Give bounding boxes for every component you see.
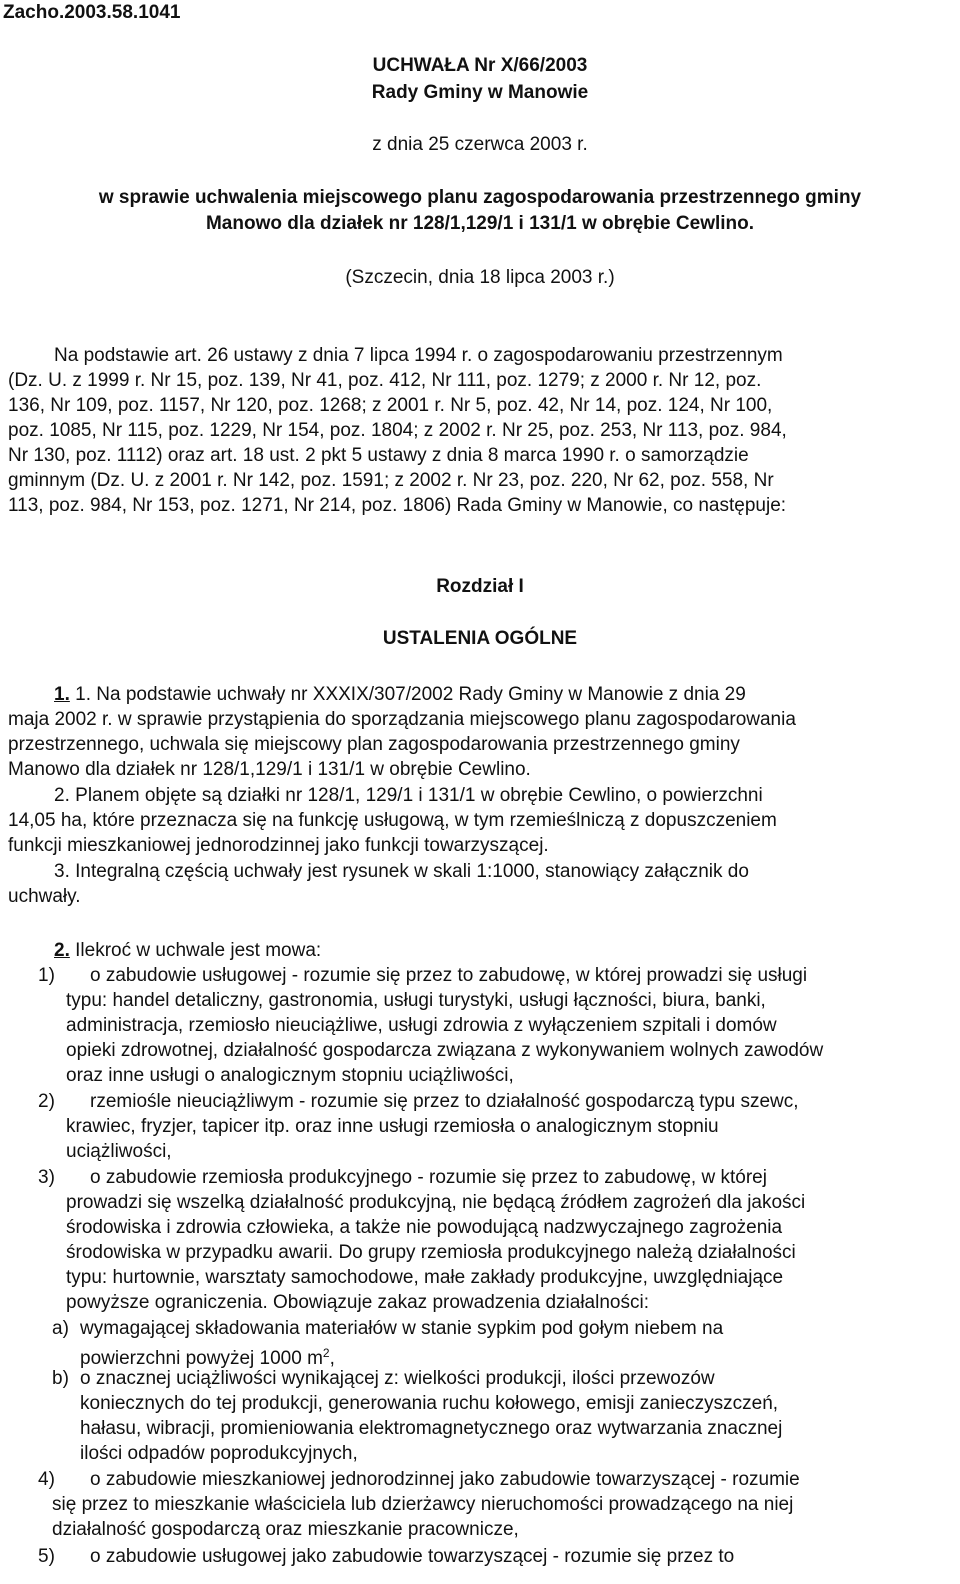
chapter-title: Rozdział I — [436, 576, 524, 597]
point-text: 14,05 ha, które przeznacza się na funkcję usługową, w tym rzemieślniczą z dopuszczeniem — [8, 810, 777, 831]
item-text: o zabudowie mieszkaniowej jednorodzinnej jako zabudowie towarzyszącej - rozumie — [90, 1469, 800, 1490]
preamble-line: 136, Nr 109, poz. 1157, Nr 120, poz. 1268; z 2001 r. Nr 5, poz. 42, Nr 14, poz. 124, Nr 100, — [8, 395, 773, 416]
preamble-line: Nr 130, poz. 1112) oraz art. 18 ust. 2 pkt 5 ustawy z dnia 8 marca 1990 r. o samorządzie — [8, 445, 749, 466]
point-text: Planem objęte są działki nr 128/1, 129/1 i 131/1 w obrębie Cewlino, o powierzchni — [75, 785, 763, 806]
preamble-line: poz. 1085, Nr 115, poz. 1229, Nr 154, poz. 1804; z 2002 r. Nr 25, poz. 253, Nr 113, poz. 984, — [8, 420, 787, 441]
resolution-title: UCHWAŁA Nr X/66/2003 — [372, 55, 588, 76]
item-number: 4) — [38, 1469, 55, 1490]
point-text: uchwały. — [8, 886, 81, 907]
subitem-text: o znacznej uciążliwości wynikającej z: wielkości produkcji, ilości przewozów — [80, 1368, 715, 1389]
section-number: 1. — [54, 684, 70, 705]
resolution-date: z dnia 25 czerwca 2003 r. — [372, 134, 588, 155]
item-text: rzemiośle nieuciążliwym - rozumie się przez to działalność gospodarczą typu szewc, — [90, 1091, 799, 1112]
section-number: 2. — [54, 940, 70, 961]
section-intro: Ilekroć w uchwale jest mowa: — [75, 940, 322, 961]
subitem-text: wymagającej składowania materiałów w stanie sypkim pod gołym niebem na — [80, 1318, 724, 1339]
council-name: Rady Gminy w Manowie — [371, 82, 589, 103]
point-text: maja 2002 r. w sprawie przystąpienia do sporządzania miejscowego planu zagospodarowania — [8, 709, 796, 730]
document-id: Zacho.2003.58.1041 — [3, 2, 181, 23]
preamble-line: 113, poz. 984, Nr 153, poz. 1271, Nr 214, poz. 1806) Rada Gminy w Manowie, co następuje: — [8, 495, 787, 516]
subitem-number: b) — [52, 1368, 69, 1389]
subitem-text: hałasu, wibracji, promieniowania elektromagnetycznego oraz wytwarzania znacznej — [80, 1418, 783, 1439]
item-text: administracja, rzemiosło nieuciążliwe, usługi zdrowia z wyłączeniem szpitali i domów — [66, 1015, 777, 1036]
subject-line-2: Manowo dla działek nr 128/1,129/1 i 131/1 w obrębie Cewlino. — [205, 213, 755, 234]
chapter-subtitle: USTALENIA OGÓLNE — [382, 628, 578, 649]
item-text: opieki zdrowotnej, działalność gospodarcza związana z wykonywaniem wolnych zawodów — [66, 1040, 824, 1061]
point-text: przestrzennego, uchwala się miejscowy plan zagospodarowania przestrzennego gminy — [8, 734, 740, 755]
subject-line-1: w sprawie uchwalenia miejscowego planu zagospodarowania przestrzennego gminy — [98, 187, 862, 208]
point-text: funkcji mieszkaniowej jednorodzinnej jako funkcji towarzyszącej. — [8, 835, 549, 856]
item-number: 3) — [38, 1167, 55, 1188]
item-text: typu: hurtownie, warsztaty samochodowe, małe zakłady produkcyjne, uwzględniające — [66, 1267, 784, 1288]
item-text: środowiska w przypadku awarii. Do grupy rzemiosła produkcyjnego należą działalności — [66, 1242, 796, 1263]
point-number: 3. — [54, 861, 70, 882]
point-number: 2. — [54, 785, 70, 806]
item-text: powyższe ograniczenia. Obowiązuje zakaz prowadzenia działalności: — [66, 1292, 649, 1313]
item-text: o zabudowie usługowej jako zabudowie towarzyszącej - rozumie się przez to — [90, 1546, 735, 1567]
item-number: 2) — [38, 1091, 55, 1112]
preamble-line: Na podstawie art. 26 ustawy z dnia 7 lipca 1994 r. o zagospodarowaniu przestrzennym — [54, 345, 783, 366]
item-text: typu: handel detaliczny, gastronomia, usługi turystyki, usługi łączności, biura, banki, — [66, 990, 766, 1011]
item-number: 5) — [38, 1546, 55, 1567]
item-text: krawiec, fryzjer, tapicer itp. oraz inne usługi rzemiosła o analogicznym stopniu — [66, 1116, 719, 1137]
item-number: 1) — [38, 965, 55, 986]
superscript: 2 — [322, 1346, 330, 1360]
item-text: o zabudowie usługowej - rozumie się przez to zabudowę, w której prowadzi się usługi — [90, 965, 808, 986]
publication-note: (Szczecin, dnia 18 lipca 2003 r.) — [345, 267, 615, 288]
subitem-text: koniecznych do tej produkcji, generowania ruchu kołowego, emisji zanieczyszczeń, — [80, 1393, 779, 1414]
subitem-text: powierzchni powyżej 1000 m — [80, 1348, 323, 1369]
item-text: o zabudowie rzemiosła produkcyjnego - rozumie się przez to zabudowę, w której — [90, 1167, 767, 1188]
item-text: działalność gospodarczą oraz mieszkanie pracownicze, — [52, 1519, 519, 1540]
item-text: środowiska i zdrowia człowieka, a także nie powodującą nadzwyczajnego zagrożenia — [66, 1217, 783, 1238]
point-number: 1. — [75, 684, 91, 705]
item-text: się przez to mieszkanie właściciela lub dzierżawcy nieruchomości prowadzącego na niej — [52, 1494, 794, 1515]
point-text: Manowo dla działek nr 128/1,129/1 i 131/1 w obrębie Cewlino. — [8, 759, 531, 780]
preamble-line: (Dz. U. z 1999 r. Nr 15, poz. 139, Nr 41, poz. 412, Nr 111, poz. 1279; z 2000 r. Nr 12, poz. — [8, 370, 762, 391]
subitem-text: ilości odpadów poprodukcyjnych, — [80, 1443, 358, 1464]
preamble-line: gminnym (Dz. U. z 2001 r. Nr 142, poz. 1591; z 2002 r. Nr 23, poz. 220, Nr 62, poz. 558, Nr — [8, 470, 774, 491]
point-text: Integralną częścią uchwały jest rysunek w skali 1:1000, stanowiący załącznik do — [75, 861, 749, 882]
item-text: prowadzi się wszelką działalność produkcyjną, nie będącą źródłem zagrożeń dla jakości — [66, 1192, 806, 1213]
item-text: uciążliwości, — [66, 1141, 172, 1162]
subitem-number: a) — [52, 1318, 69, 1339]
subitem-tail: , — [329, 1348, 335, 1369]
point-text: Na podstawie uchwały nr XXXIX/307/2002 Rady Gminy w Manowie z dnia 29 — [96, 684, 746, 705]
item-text: oraz inne usługi o analogicznym stopniu uciążliwości, — [66, 1065, 514, 1086]
